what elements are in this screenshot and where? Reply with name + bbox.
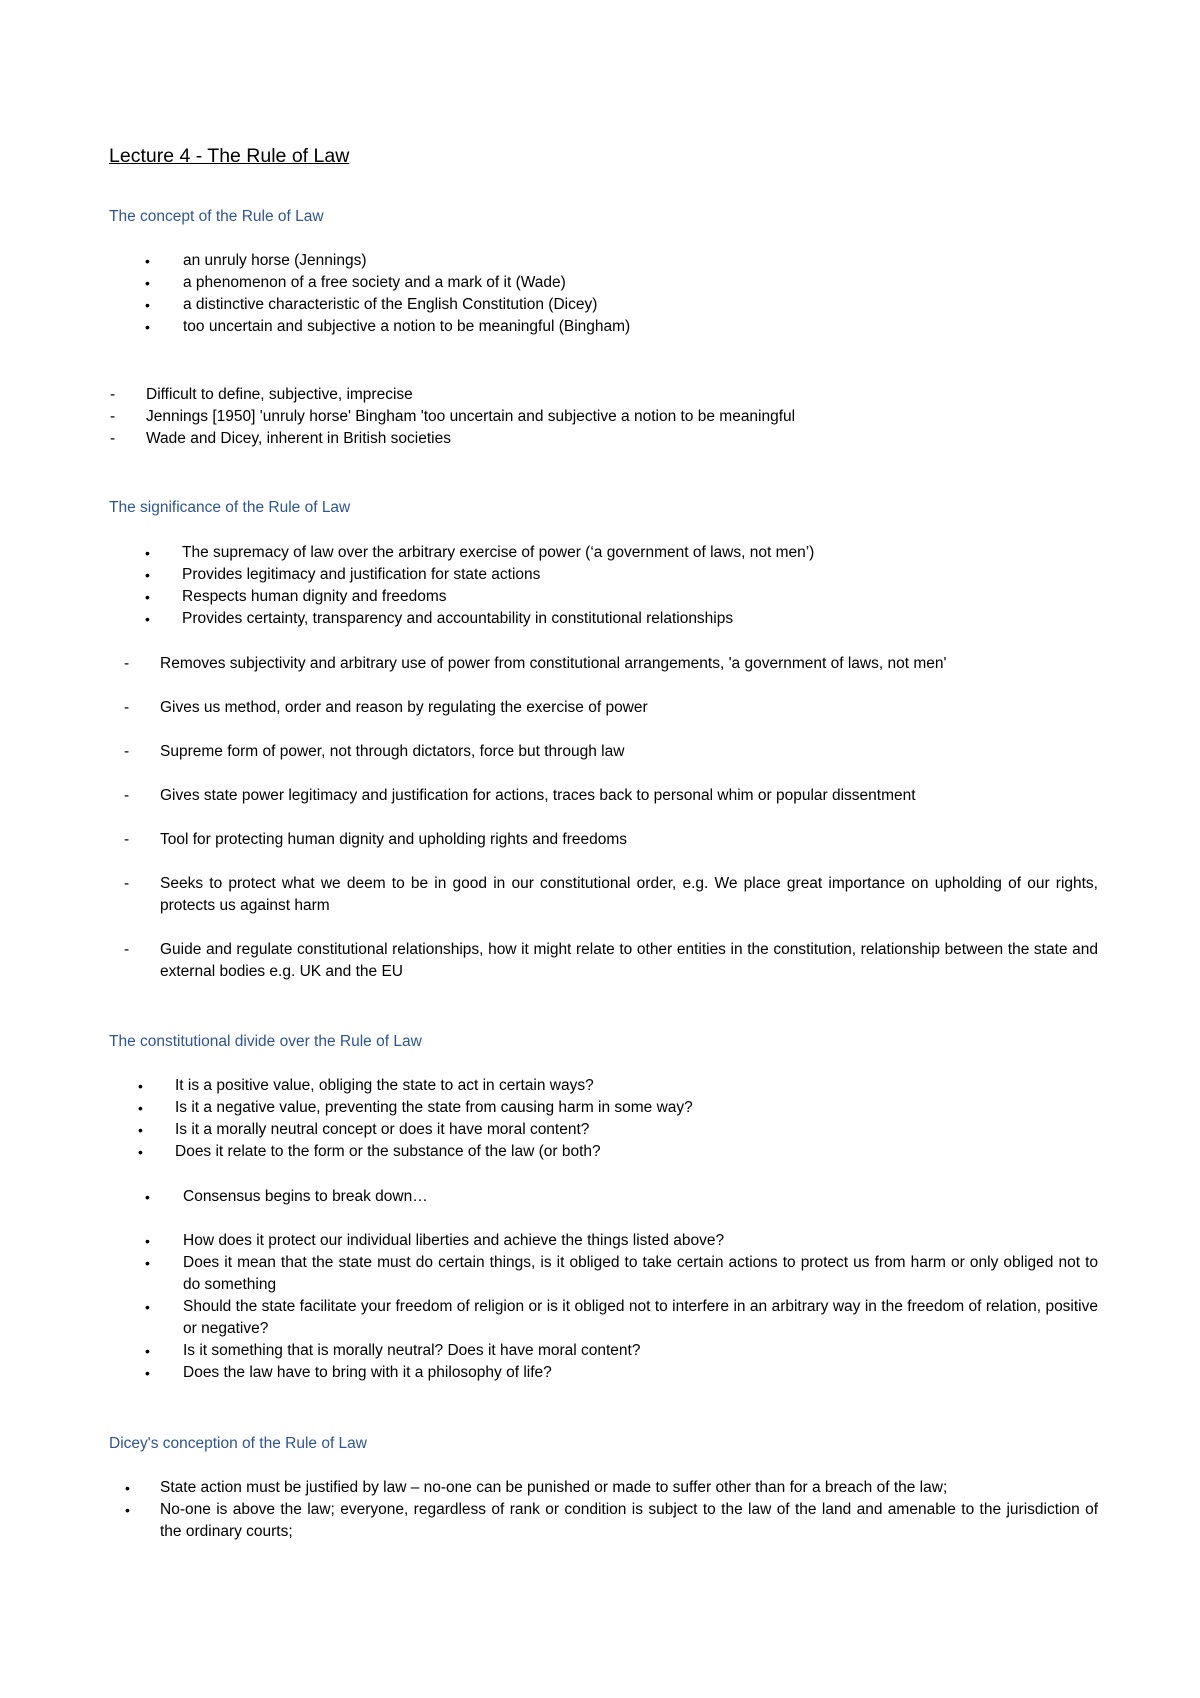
bullet-icon: • bbox=[145, 545, 150, 561]
divide-bullet-list bbox=[138, 1075, 1075, 1163]
dicey-bullet-list bbox=[125, 1477, 1098, 1543]
list-item: • Provides legitimacy and justification for state actions bbox=[182, 564, 1082, 586]
bullet-icon: • bbox=[145, 1365, 150, 1381]
list-item: • a phenomenon of a free society and a mark of it (Wade) bbox=[183, 272, 1063, 294]
significance-bullet-list bbox=[145, 542, 1082, 630]
dash-icon: - bbox=[124, 787, 130, 804]
bullet-icon: • bbox=[145, 297, 150, 313]
list-item: • Respects human dignity and freedoms bbox=[182, 586, 1082, 608]
concept-dash-list bbox=[110, 384, 1096, 450]
list-item: • Is it a morally neutral concept or does it have moral content? bbox=[175, 1119, 1075, 1141]
section-heading-divide: The constitutional divide over the Rule of Law bbox=[109, 1033, 422, 1050]
bullet-icon: • bbox=[138, 1122, 143, 1138]
list-item: • an unruly horse (Jennings) bbox=[183, 250, 1063, 272]
list-item: • Provides certainty, transparency and accountability in constitutional relationships bbox=[182, 608, 1082, 630]
list-item: • How does it protect our individual liberties and achieve the things listed above? bbox=[183, 1230, 1098, 1252]
dash-icon: - bbox=[124, 655, 130, 672]
list-item: - Difficult to define, subjective, imprecise bbox=[146, 384, 1096, 406]
list-item: - Tool for protecting human dignity and upholding rights and freedoms bbox=[160, 829, 1098, 851]
list-item: • Does it relate to the form or the substance of the law (or both? bbox=[175, 1141, 1075, 1163]
dash-icon: - bbox=[124, 941, 130, 958]
bullet-icon: • bbox=[125, 1480, 130, 1496]
list-item: • Is it something that is morally neutral? Does it have moral content? bbox=[183, 1340, 1098, 1362]
divide-single-bullet-list bbox=[145, 1186, 1083, 1208]
page-title: Lecture 4 - The Rule of Law bbox=[109, 145, 350, 167]
list-item: • The supremacy of law over the arbitrary exercise of power (‘a government of laws, not men’) bbox=[182, 542, 1082, 564]
dash-icon: - bbox=[124, 743, 130, 760]
bullet-icon: • bbox=[145, 1189, 150, 1205]
significance-dash-list bbox=[124, 653, 1098, 983]
list-item: • a distinctive characteristic of the English Constitution (Dicey) bbox=[183, 294, 1063, 316]
bullet-icon: • bbox=[145, 1299, 150, 1315]
dash-icon: - bbox=[124, 875, 130, 892]
section-heading-concept: The concept of the Rule of Law bbox=[109, 208, 324, 225]
list-item: • Is it a negative value, preventing the state from causing harm in some way? bbox=[175, 1097, 1075, 1119]
list-item: • Consensus begins to break down… bbox=[183, 1186, 1083, 1208]
dash-icon: - bbox=[124, 831, 130, 848]
dash-icon: - bbox=[110, 430, 116, 447]
list-item: - Seeks to protect what we deem to be in good in our constitutional order, e.g. We place great importance on upholding of our rights, protects us against harm bbox=[124, 875, 1098, 914]
bullet-icon: • bbox=[145, 1343, 150, 1359]
list-item: • Should the state facilitate your freedom of religion or is it obliged not to interfere in an arbitrary way in the freedom of relation, positive or negative? bbox=[145, 1298, 1098, 1337]
list-item: • Does it mean that the state must do certain things, is it obliged to take certain actions to protect us from harm or only obliged not to do something bbox=[145, 1254, 1098, 1293]
list-item: - Supreme form of power, not through dictators, force but through law bbox=[160, 741, 1098, 763]
bullet-icon: • bbox=[138, 1078, 143, 1094]
bullet-icon: • bbox=[125, 1502, 130, 1518]
bullet-icon: • bbox=[145, 567, 150, 583]
bullet-icon: • bbox=[145, 319, 150, 335]
bullet-icon: • bbox=[145, 253, 150, 269]
list-item: • No-one is above the law; everyone, regardless of rank or condition is subject to the law of the land and amenable to the jurisdiction of the ordinary courts; bbox=[125, 1501, 1098, 1540]
bullet-icon: • bbox=[145, 1233, 150, 1249]
section-heading-significance: The significance of the Rule of Law bbox=[109, 499, 351, 516]
list-item: • It is a positive value, obliging the state to act in certain ways? bbox=[175, 1075, 1075, 1097]
bullet-icon: • bbox=[138, 1100, 143, 1116]
concept-bullet-list bbox=[145, 250, 1063, 338]
divide-more-bullet-list bbox=[145, 1230, 1098, 1384]
list-item: • State action must be justified by law – no-one can be punished or made to suffer other than for a breach of the law; bbox=[160, 1477, 1098, 1499]
bullet-icon: • bbox=[145, 275, 150, 291]
list-item: - Gives state power legitimacy and justification for actions, traces back to personal whim or popular dissentment bbox=[160, 785, 1098, 807]
list-item: • Does the law have to bring with it a philosophy of life? bbox=[183, 1362, 1098, 1384]
list-item: - Removes subjectivity and arbitrary use of power from constitutional arrangements, 'a government of laws, not men' bbox=[160, 653, 1098, 675]
bullet-icon: • bbox=[145, 611, 150, 627]
list-item: - Jennings [1950] 'unruly horse' Bingham 'too uncertain and subjective a notion to be meaningful bbox=[146, 406, 1096, 428]
list-item: - Guide and regulate constitutional relationships, how it might relate to other entities in the constitution, relationship between the state and external bodies e.g. UK and the EU bbox=[124, 941, 1098, 980]
bullet-icon: • bbox=[138, 1144, 143, 1160]
list-item: - Wade and Dicey, inherent in British societies bbox=[146, 428, 1096, 450]
section-heading-dicey: Dicey's conception of the Rule of Law bbox=[109, 1435, 367, 1452]
bullet-icon: • bbox=[145, 589, 150, 605]
dash-icon: - bbox=[110, 408, 116, 425]
dash-icon: - bbox=[110, 386, 116, 403]
dash-icon: - bbox=[124, 699, 130, 716]
list-item: • too uncertain and subjective a notion to be meaningful (Bingham) bbox=[183, 316, 1063, 338]
list-item: - Gives us method, order and reason by regulating the exercise of power bbox=[160, 697, 1098, 719]
bullet-icon: • bbox=[145, 1255, 150, 1271]
